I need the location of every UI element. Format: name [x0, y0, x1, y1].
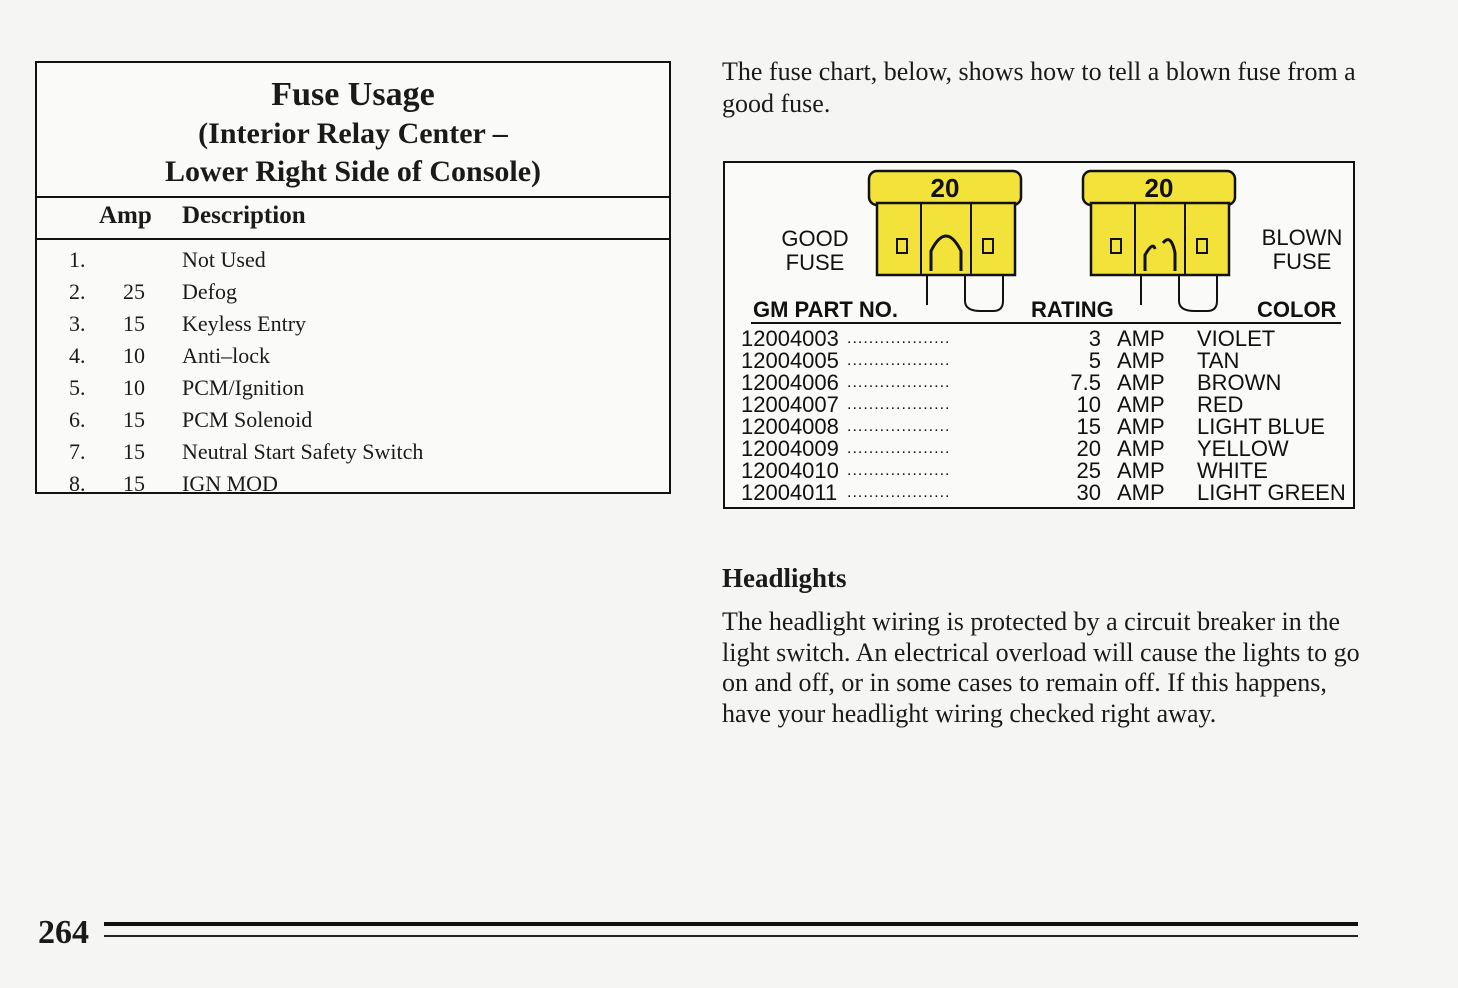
- part-number: 12004005: [741, 348, 839, 373]
- good-fuse-icon: [869, 171, 1021, 311]
- table-row: [37, 308, 669, 340]
- table-row: [725, 438, 1353, 460]
- fuse-color: VIOLET: [1197, 326, 1276, 351]
- good-fuse-rating: 20: [930, 173, 960, 203]
- table-row: [725, 416, 1353, 438]
- row-amp: 15: [123, 407, 145, 432]
- fuse-color: WHITE: [1197, 458, 1268, 483]
- row-description: Keyless Entry: [182, 311, 307, 336]
- part-number: 12004008: [741, 414, 839, 439]
- row-number: 2.: [69, 279, 86, 304]
- good-label-line1: GOOD: [781, 226, 849, 251]
- good-fuse-label: [777, 227, 853, 275]
- page-number: 264: [38, 914, 89, 951]
- row-description: Not Used: [182, 247, 266, 272]
- table-row: [725, 372, 1353, 394]
- table-row: [37, 244, 669, 276]
- row-description: PCM Solenoid: [182, 407, 313, 432]
- rating-value: 7.5: [1070, 370, 1101, 395]
- table-row: [725, 350, 1353, 372]
- fuse-usage-header-row: [37, 198, 669, 240]
- table-row: [725, 328, 1353, 350]
- rating-value: 15: [1076, 414, 1101, 439]
- fuse-color: LIGHT GREEN: [1197, 480, 1346, 505]
- row-amp: 15: [123, 439, 145, 464]
- header-description: Description: [182, 202, 306, 229]
- rating-unit: AMP: [1117, 436, 1165, 461]
- leader-dots: ...................: [847, 396, 951, 413]
- leader-dots: ...................: [847, 418, 951, 435]
- headlights-heading: Headlights: [722, 563, 847, 593]
- row-number: 5.: [69, 375, 86, 400]
- row-amp: 25: [123, 279, 145, 304]
- row-number: 7.: [69, 439, 86, 464]
- part-number: 12004010: [741, 458, 839, 483]
- fuse-color: LIGHT BLUE: [1197, 414, 1325, 439]
- fuse-usage-subtitle-2: Lower Right Side of Console): [164, 155, 542, 188]
- row-number: 1.: [69, 247, 86, 272]
- leader-dots: ...................: [847, 484, 951, 501]
- col-header-rating: RATING: [1031, 297, 1114, 322]
- footer-rule: [104, 922, 1358, 926]
- rating-unit: AMP: [1117, 370, 1165, 395]
- footer-rule-thin: [104, 935, 1358, 937]
- intro-paragraph: The fuse chart, below, shows how to tell a blown fuse from a good fuse.: [722, 57, 1356, 118]
- leader-dots: ...................: [847, 462, 951, 479]
- blown-fuse-label: [1257, 226, 1347, 274]
- row-number: 6.: [69, 407, 86, 432]
- table-row: [725, 482, 1353, 504]
- fuse-usage-title: Fuse Usage: [271, 76, 435, 113]
- leader-dots: ...................: [847, 440, 951, 457]
- table-row: [37, 340, 669, 372]
- row-amp: 15: [123, 471, 145, 496]
- row-amp: 10: [123, 375, 145, 400]
- header-amp: Amp: [99, 202, 152, 229]
- part-number: 12004009: [741, 436, 839, 461]
- row-amp: 10: [123, 343, 145, 368]
- rating-unit: AMP: [1117, 348, 1165, 373]
- fuse-chart: [723, 161, 1355, 509]
- blown-fuse-rating: 20: [1144, 173, 1174, 203]
- rating-value: 5: [1088, 348, 1101, 373]
- table-row: [37, 276, 669, 308]
- rating-unit: AMP: [1117, 458, 1165, 483]
- rating-value: 3: [1088, 326, 1101, 351]
- rating-unit: AMP: [1117, 480, 1165, 505]
- fuse-color: RED: [1197, 392, 1244, 417]
- fuse-color: BROWN: [1197, 370, 1282, 395]
- good-label-line2: FUSE: [785, 250, 845, 275]
- part-number: 12004006: [741, 370, 839, 395]
- row-description: Neutral Start Safety Switch: [182, 439, 424, 464]
- rating-value: 30: [1076, 480, 1101, 505]
- row-description: Defog: [182, 279, 237, 304]
- fuse-color: YELLOW: [1197, 436, 1289, 461]
- table-row: [37, 404, 669, 436]
- leader-dots: ...................: [847, 374, 951, 391]
- header-rule: [751, 322, 1341, 324]
- fuse-color: TAN: [1197, 348, 1240, 373]
- row-amp: 15: [123, 311, 145, 336]
- row-description: PCM/Ignition: [182, 375, 305, 400]
- col-header-color: COLOR: [1257, 297, 1337, 322]
- row-description: Anti–lock: [182, 343, 270, 368]
- row-number: 3.: [69, 311, 86, 336]
- row-number: 4.: [69, 343, 86, 368]
- col-header-part-no: GM PART NO.: [753, 297, 899, 322]
- blown-label-line1: BLOWN: [1261, 225, 1343, 250]
- rating-unit: AMP: [1117, 326, 1165, 351]
- table-row: [37, 372, 669, 404]
- table-row: [725, 394, 1353, 416]
- row-description: IGN MOD: [182, 471, 278, 496]
- part-number: 12004011: [741, 480, 838, 505]
- leader-dots: ...................: [847, 330, 951, 347]
- rating-value: 20: [1076, 436, 1101, 461]
- blown-label-line2: FUSE: [1272, 249, 1332, 274]
- rating-value: 10: [1076, 392, 1101, 417]
- fuse-usage-subtitle-1: (Interior Relay Center –: [198, 117, 508, 150]
- headlights-paragraph: The headlight wiring is protected by a circuit breaker in the light switch. An electrical overload will cause the lights to go on and off, or in some cases to remain off. If this happens, have your headlight wiring checked right away.: [722, 607, 1360, 728]
- table-row: [37, 468, 669, 500]
- fuse-usage-title-block: [37, 63, 669, 198]
- fuse-usage-table: [35, 61, 671, 494]
- part-number: 12004003: [741, 326, 839, 351]
- table-row: [725, 460, 1353, 482]
- rating-value: 25: [1076, 458, 1101, 483]
- rating-unit: AMP: [1117, 414, 1165, 439]
- row-number: 8.: [69, 471, 86, 496]
- table-row: [37, 436, 669, 468]
- rating-unit: AMP: [1117, 392, 1165, 417]
- leader-dots: ...................: [847, 352, 951, 369]
- blown-fuse-icon: [1083, 171, 1235, 311]
- part-number: 12004007: [741, 392, 839, 417]
